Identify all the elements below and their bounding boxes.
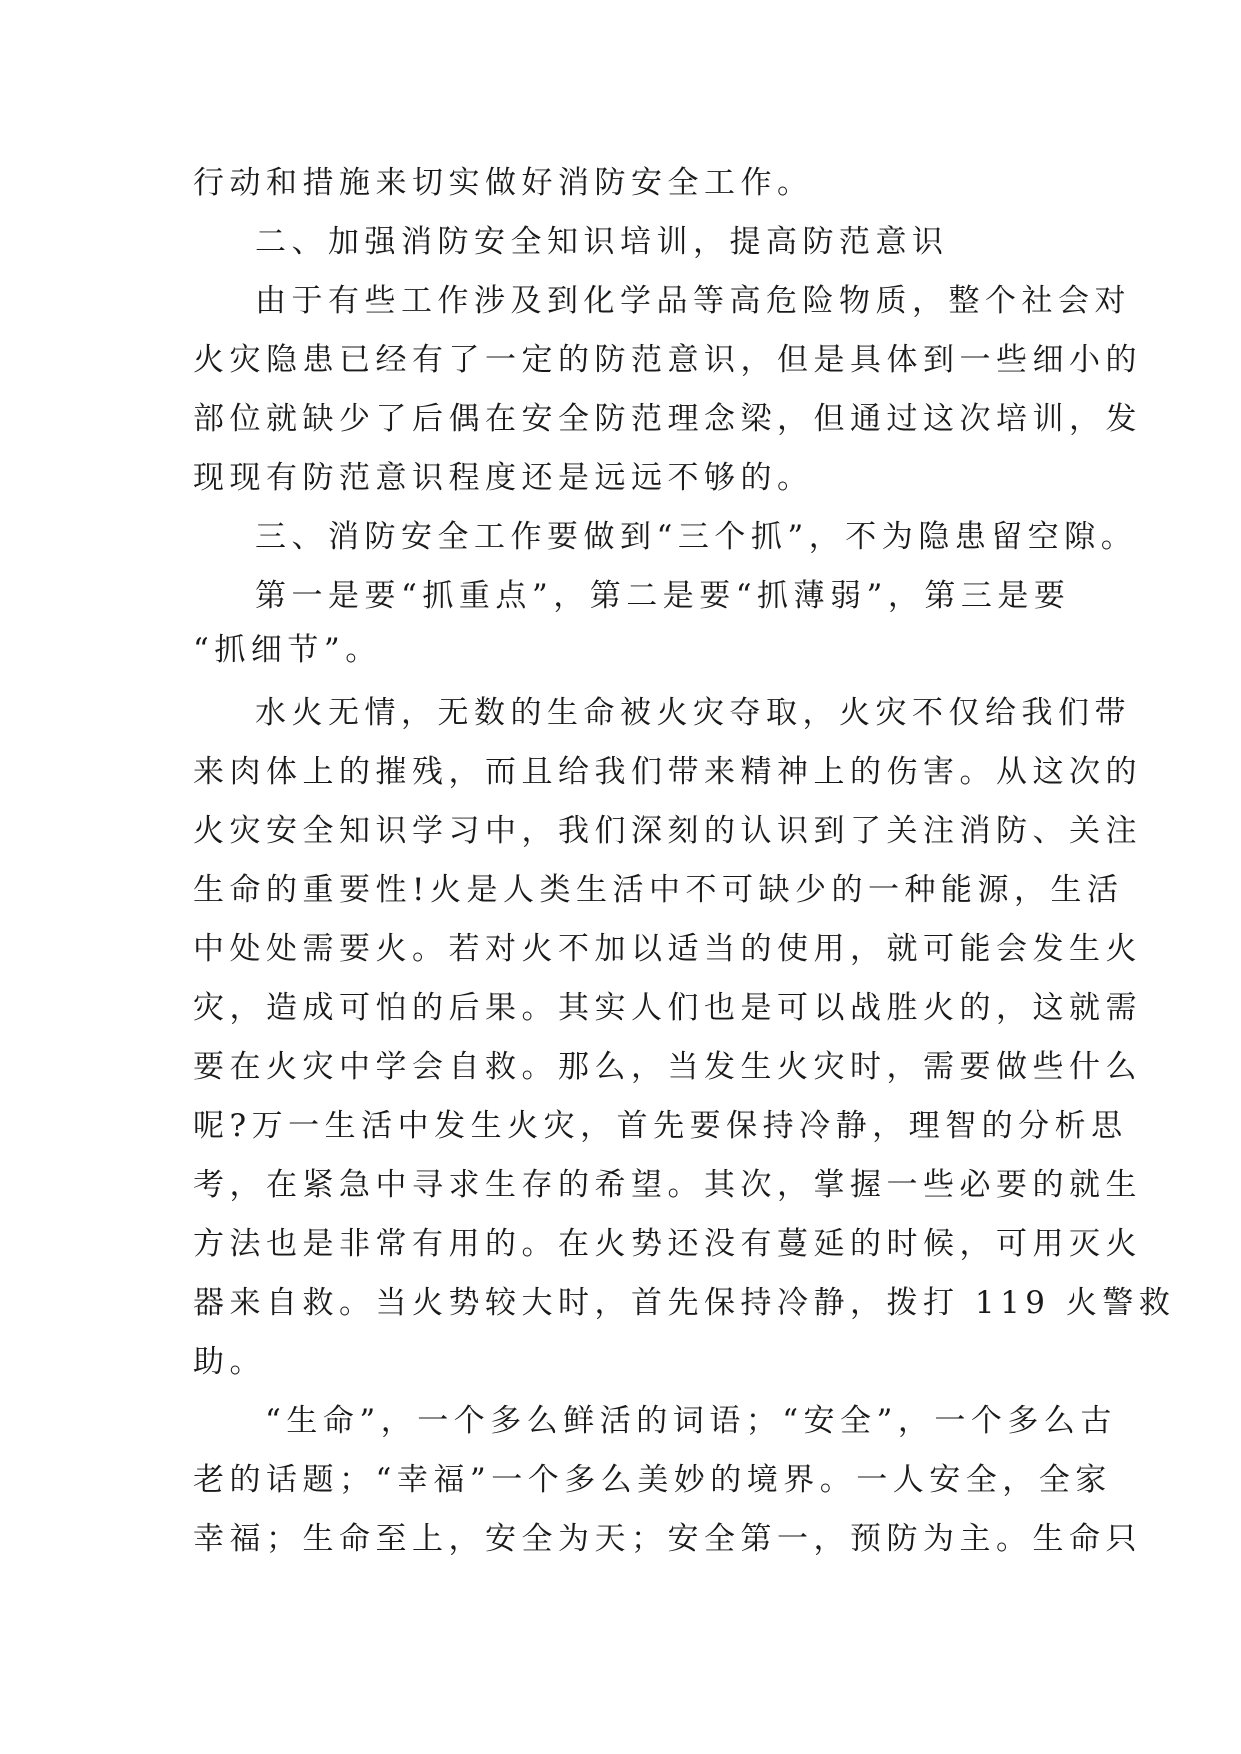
body-text-line: 器来自救。当火势较大时，首先保持冷静，拨打 119 火警救: [193, 1285, 1176, 1321]
body-text-line: 助。: [193, 1344, 266, 1380]
body-text-line: 考，在紧急中寻求生存的希望。其次，掌握一些必要的就生: [193, 1167, 1142, 1203]
paragraph-first-line: 由于有些工作涉及到化学品等高危险物质，整个社会对: [255, 283, 1131, 319]
body-text-line: 要在火灾中学会自救。那么，当发生火灾时，需要做些什么: [193, 1049, 1142, 1085]
body-text-line: “抓细节”。: [193, 632, 382, 668]
section-heading-3: 三、消防安全工作要做到“三个抓”，不为隐患留空隙。: [255, 519, 1138, 555]
body-text-line: 部位就缺少了后偶在安全防范理念梁，但通过这次培训，发: [193, 401, 1142, 437]
body-text-line: 火灾安全知识学习中，我们深刻的认识到了关注消防、关注: [193, 813, 1142, 849]
body-text-line: 呢?万一生活中发生火灾，首先要保持冷静，理智的分析思: [193, 1108, 1128, 1144]
body-text-line: 老的话题；“幸福”一个多么美妙的境界。一人安全，全家: [193, 1462, 1112, 1498]
body-text-line: 幸福；生命至上，安全为天；安全第一，预防为主。生命只: [193, 1521, 1142, 1557]
paragraph-first-line: “生命”，一个多么鲜活的词语；“安全”，一个多么古: [265, 1403, 1117, 1439]
body-text-line: 灾，造成可怕的后果。其实人们也是可以战胜火的，这就需: [193, 990, 1142, 1026]
paragraph-first-line: 水火无情，无数的生命被火灾夺取，火灾不仅给我们带: [255, 695, 1131, 731]
paragraph-first-line: 第一是要“抓重点”，第二是要“抓薄弱”，第三是要: [255, 578, 1071, 614]
body-text-line: 方法也是非常有用的。在火势还没有蔓延的时候，可用灭火: [193, 1226, 1142, 1262]
body-text-line: 火灾隐患已经有了一定的防范意识，但是具体到一些细小的: [193, 342, 1142, 378]
body-text-line: 现现有防范意识程度还是远远不够的。: [193, 460, 814, 496]
body-text-line: 中处处需要火。若对火不加以适当的使用，就可能会发生火: [193, 931, 1142, 967]
section-heading-2: 二、加强消防安全知识培训，提高防范意识: [255, 224, 949, 260]
body-text-line: 来肉体上的摧残，而且给我们带来精神上的伤害。从这次的: [193, 754, 1142, 790]
body-text-line: 行动和措施来切实做好消防安全工作。: [193, 165, 814, 201]
body-text-line: 生命的重要性!火是人类生活中不可缺少的一种能源，生活: [193, 872, 1124, 908]
